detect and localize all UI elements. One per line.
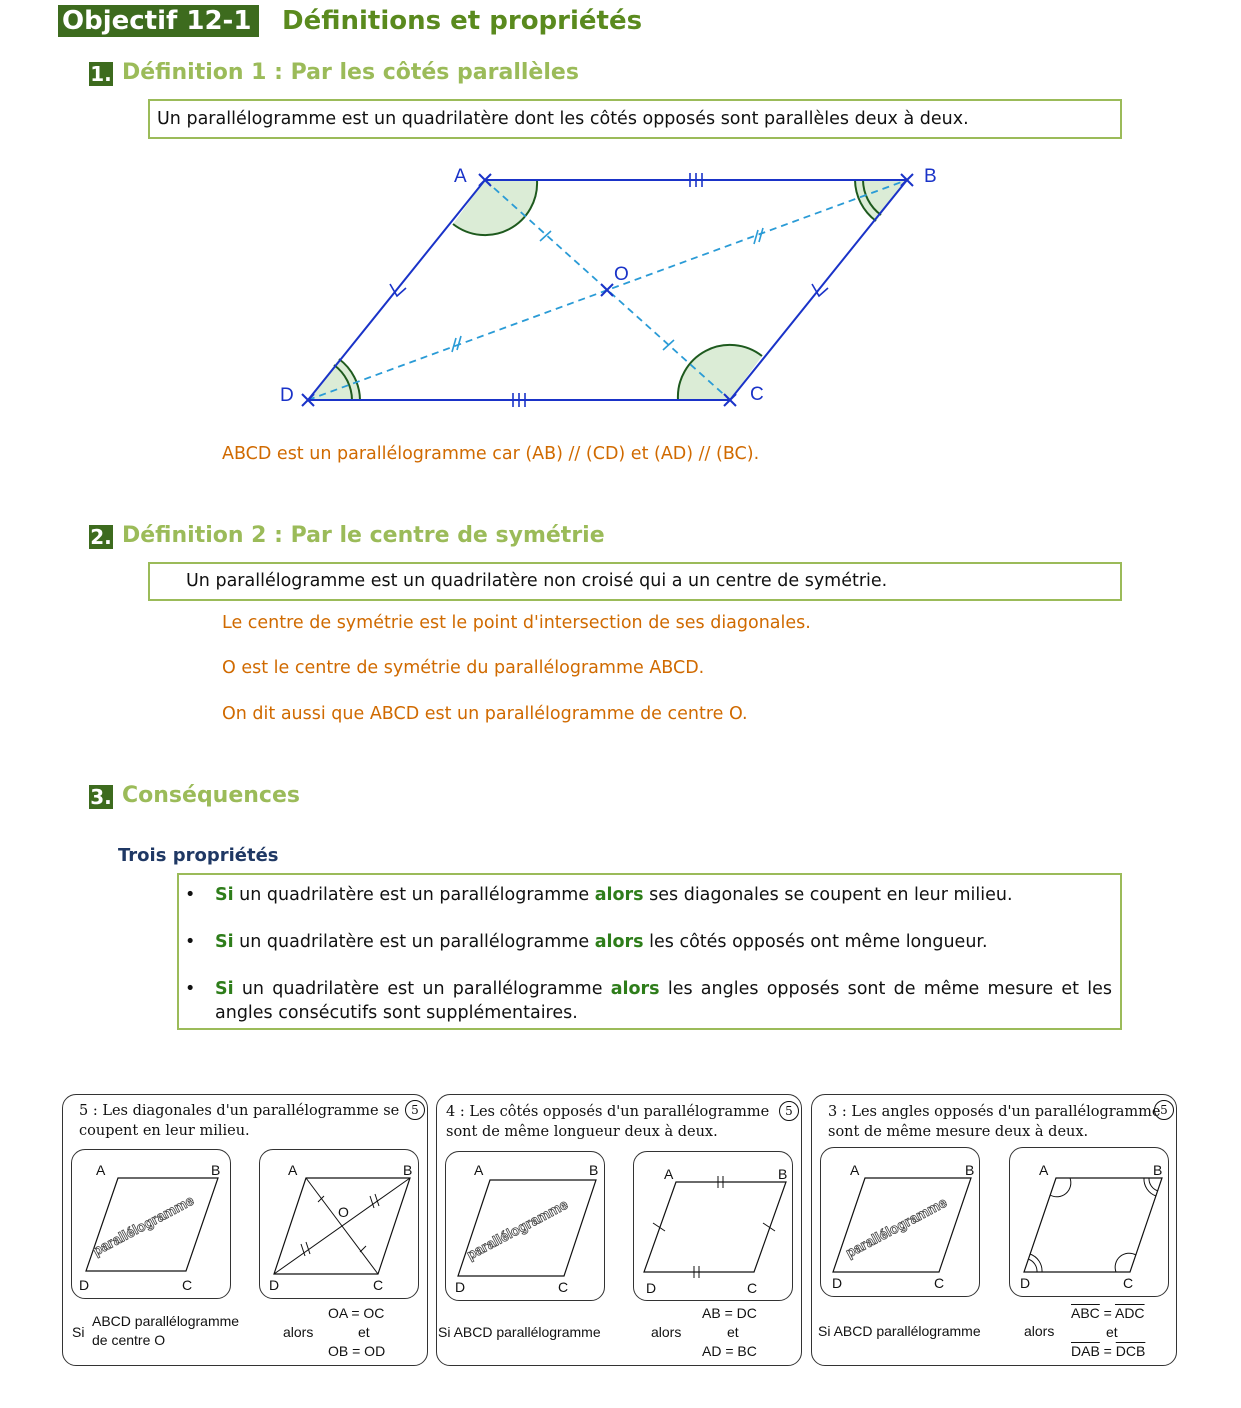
label-c: C	[750, 384, 764, 405]
card-1-title-line-2: coupent en leur milieu.	[79, 1123, 250, 1139]
definition-2-text: Un parallélogramme est un quadrilatère non croisé qui a un centre de symétrie.	[186, 571, 888, 591]
section-3-title: Conséquences	[122, 783, 300, 808]
label-b: B	[924, 166, 937, 187]
card-3-figure-left	[820, 1147, 980, 1297]
definition-2-note-2: O est le centre de symétrie du parallélogramme ABCD.	[222, 658, 705, 678]
page-title: Définitions et propriétés	[282, 6, 643, 36]
card-3-alors: alors	[1024, 1323, 1055, 1339]
section-3-number: 3.	[90, 785, 112, 809]
parallelogram-equal-sides	[634, 1152, 794, 1302]
vertex-b: B	[965, 1162, 975, 1178]
equals-sign: =	[1099, 1305, 1115, 1321]
property-card-diagonals	[62, 1094, 428, 1366]
card-3-result-2	[1071, 1343, 1145, 1359]
property-card-angles	[811, 1094, 1177, 1366]
property-3	[179, 977, 1120, 1025]
property-text: un quadrilatère est un parallélogramme	[233, 885, 595, 905]
card-2-title-line-2: sont de même longueur deux à deux.	[446, 1124, 718, 1140]
angle-dab: $\overline{DAB}$	[1071, 1343, 1100, 1359]
card-2-figure-right	[633, 1151, 793, 1301]
circled-number: 5	[1154, 1100, 1174, 1120]
parallelogram-angles	[1010, 1148, 1170, 1298]
card-1-si: Si	[72, 1324, 85, 1340]
property-text: les angles opposés sont de même mesure et les angles consécutifs sont supplémentaires.	[215, 979, 1112, 1023]
card-3-et: et	[1106, 1324, 1118, 1340]
label-o: O	[614, 264, 629, 285]
vertex-a: A	[474, 1162, 484, 1178]
vertex-o: O	[338, 1204, 349, 1220]
parallelogram-diagonals	[260, 1150, 420, 1300]
property-2	[179, 930, 1120, 954]
card-1-et: et	[358, 1324, 370, 1340]
equals-sign: =	[1099, 1343, 1116, 1359]
card-1-figure-left	[71, 1149, 231, 1299]
card-3-figure-right	[1009, 1147, 1169, 1297]
watermark-text: parallélogramme	[463, 1195, 571, 1263]
vertex-c: C	[747, 1280, 758, 1296]
vertex-d: D	[269, 1277, 280, 1293]
vertex-c: C	[558, 1279, 569, 1295]
section-1-number: 1.	[90, 62, 112, 86]
bullet: •	[185, 979, 196, 999]
section-2-title: Définition 2 : Par le centre de symétrie	[122, 523, 605, 548]
card-1-condition-2: de centre O	[92, 1332, 166, 1348]
property-text: un quadrilatère est un parallélogramme	[233, 979, 611, 999]
angle-dcb: $\overline{DCB}$	[1115, 1343, 1146, 1359]
property-text: un quadrilatère est un parallélogramme	[233, 932, 595, 952]
vertex-a: A	[850, 1162, 860, 1178]
parallelogram-figure	[270, 160, 970, 420]
card-2-et: et	[727, 1324, 739, 1340]
card-2-alors: alors	[651, 1324, 682, 1340]
vertex-a: A	[96, 1162, 106, 1178]
vertex-a: A	[288, 1162, 298, 1178]
property-card-sides	[436, 1094, 802, 1366]
card-1-alors: alors	[283, 1324, 314, 1340]
keyword-alors: alors	[594, 932, 644, 952]
definition-2-note-1: Le centre de symétrie est le point d'intersection de ses diagonales.	[222, 613, 811, 633]
parallelogram-shape	[821, 1148, 981, 1298]
angle-adc: $\overline{ADC}$	[1114, 1305, 1145, 1321]
label-d: D	[280, 385, 294, 406]
definition-2-note-3: On dit aussi que ABCD est un parallélogramme de centre O.	[222, 704, 748, 724]
keyword-si: Si	[215, 979, 234, 999]
section-2-number: 2.	[90, 525, 112, 549]
objective-badge: Objectif 12-1	[58, 5, 259, 37]
property-1	[179, 883, 1120, 907]
card-2-title-line-1: 4 : Les côtés opposés d'un parallélogramme	[446, 1104, 770, 1120]
card-1-title-line-1: 5 : Les diagonales d'un parallélogramme se	[79, 1103, 400, 1119]
vertex-b: B	[589, 1162, 599, 1178]
card-3-condition: Si ABCD parallélogramme	[818, 1323, 981, 1339]
definition-2-box	[148, 562, 1122, 601]
vertex-c: C	[182, 1277, 193, 1293]
section-1-title: Définition 1 : Par les côtés parallèles	[122, 60, 579, 85]
vertex-c: C	[373, 1277, 384, 1293]
keyword-si: Si	[215, 885, 234, 905]
card-3-title	[828, 1102, 1160, 1142]
keyword-si: Si	[215, 932, 234, 952]
card-1-figure-right	[259, 1149, 419, 1299]
vertex-b: B	[1153, 1162, 1163, 1178]
card-1-result-1: OA = OC	[328, 1305, 385, 1321]
angle-abc: $\overline{ABC}$	[1071, 1305, 1100, 1321]
bullet: •	[185, 932, 196, 952]
card-3-title-line-1: 3 : Les angles opposés d'un parallélogramme	[828, 1104, 1161, 1120]
keyword-alors: alors	[594, 885, 644, 905]
keyword-alors: alors	[610, 979, 660, 999]
card-2-condition: Si ABCD parallélogramme	[438, 1324, 601, 1340]
side-ticks	[390, 173, 828, 407]
vertex-b: B	[778, 1166, 788, 1182]
vertex-a: A	[1039, 1162, 1049, 1178]
vertex-c: C	[1123, 1275, 1134, 1291]
label-a: A	[454, 166, 467, 187]
definition-1-text: Un parallélogramme est un quadrilatère dont les côtés opposés sont parallèles deux à deux.	[157, 109, 969, 129]
properties-box	[177, 873, 1122, 1030]
property-text: les côtés opposés ont même longueur.	[643, 932, 988, 952]
definition-1-note: ABCD est un parallélogramme car (AB) // (CD) et (AD) // (BC).	[222, 444, 760, 464]
vertex-a: A	[664, 1166, 674, 1182]
definition-1-box	[148, 99, 1122, 139]
vertex-d: D	[646, 1280, 657, 1296]
vertex-b: B	[211, 1162, 221, 1178]
card-3-result-1	[1071, 1305, 1145, 1321]
circled-number: 5	[405, 1100, 425, 1120]
vertex-c: C	[934, 1275, 945, 1291]
vertex-b: B	[403, 1162, 413, 1178]
vertex-d: D	[455, 1279, 466, 1295]
card-2-result-1: AB = DC	[702, 1305, 757, 1321]
card-2-result-2: AD = BC	[702, 1343, 757, 1359]
circled-number: 5	[779, 1101, 799, 1121]
watermark-text: parallélogramme	[842, 1193, 950, 1261]
bullet: •	[185, 885, 196, 905]
property-text: ses diagonales se coupent en leur milieu.	[643, 885, 1013, 905]
card-1-result-2: OB = OD	[328, 1343, 386, 1359]
watermark-text: parallélogramme	[89, 1191, 197, 1259]
vertex-d: D	[1020, 1275, 1031, 1291]
properties-subheading: Trois propriétés	[118, 845, 279, 866]
vertex-d: D	[832, 1275, 843, 1291]
card-2-title	[446, 1102, 769, 1142]
card-1-condition-1: ABCD parallélogramme	[92, 1313, 240, 1329]
vertex-d: D	[79, 1277, 90, 1293]
card-2-figure-left	[445, 1151, 605, 1301]
card-3-title-line-2: sont de même mesure deux à deux.	[828, 1124, 1089, 1140]
card-1-title	[79, 1101, 399, 1141]
parallelogram-shape	[446, 1152, 606, 1302]
